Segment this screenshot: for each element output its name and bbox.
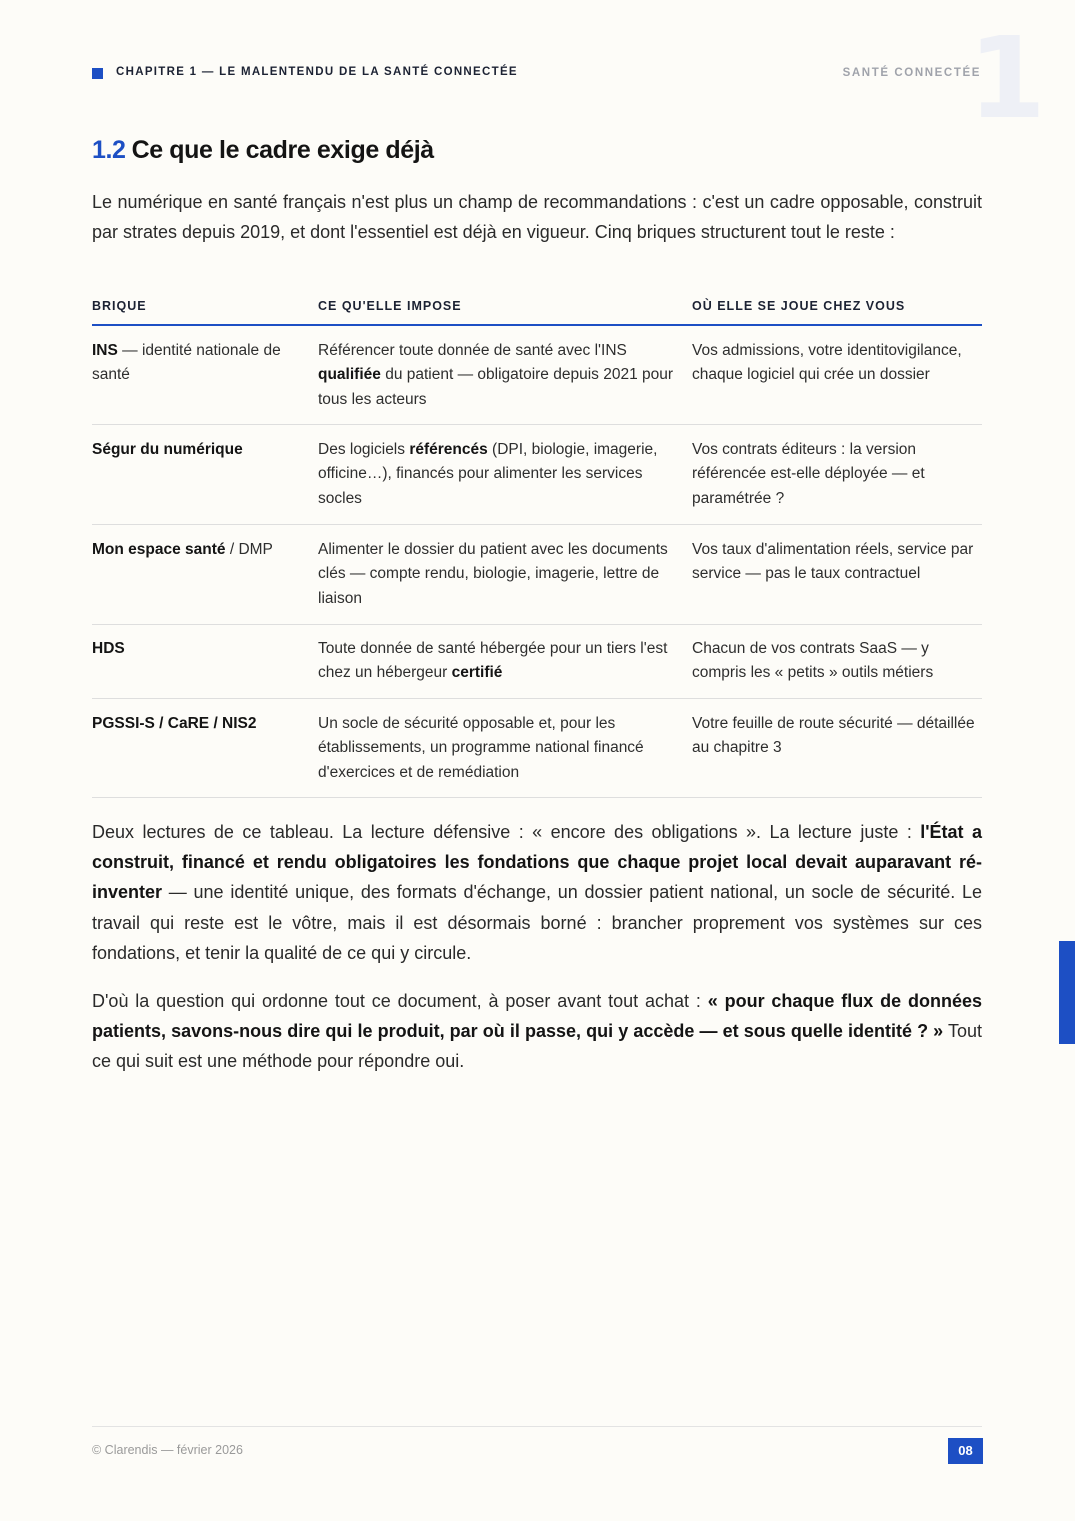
table-row [92,699,982,798]
footer-divider [92,1426,982,1427]
chapter-number: 1 [968,14,1046,144]
cell-where: Vos contrats éditeurs : la version référencée est-elle déployée — et paramétrée ? [692,441,925,507]
intro-paragraph: Le numérique en santé français n'est plus un champ de recommandations : c'est un cadre opposable, construit par strates depuis 2019, et dont l'essentiel est déjà en vigueur. Cinq briques structurent tout le reste : [92,192,982,243]
cell-brick: PGSSI-S / CaRE / NIS2 [92,715,257,732]
section-number: 1.2 [92,136,126,164]
requirements-table [92,296,982,798]
running-header-chapter: CHAPITRE 1 — LE MALENTENDU DE LA SANTÉ CONNECTÉE [116,66,518,78]
cell-brick: HDS [92,640,125,657]
table-row [92,525,982,625]
question-paragraph: D'où la question qui ordonne tout ce document, à poser avant tout achat : « pour chaque flux de données patients, savons-nous dire qui le produit, par où il passe, qui y accède — et sous quelle identité ? » Tout ce qui suit est une méthode pour répondre oui. [92,991,983,1072]
header-accent-square [92,68,103,79]
cell-brick: Ségur du numérique [92,441,243,458]
table-row [92,625,982,699]
cell-impose: Toute donnée de santé hébergée pour un tiers l'est chez un hébergeur certifié [318,640,668,682]
chapter-side-tab [1059,941,1075,1044]
section-title: Ce que le cadre exige déjà [131,136,434,164]
cell-impose: Des logiciels référencés (DPI, biologie, imagerie, officine…), financés pour alimenter les services socles [318,441,658,507]
cell-where: Vos taux d'alimentation réels, service par service — pas le taux contractuel [692,541,974,583]
column-header-impose: CE QU'ELLE IMPOSE [318,299,462,313]
reading-paragraph: Deux lectures de ce tableau. La lecture défensive : « encore des obligations ». La lecture juste : l'État a construit, financé et rendu obligatoires les fondations que chaque projet local devait auparavant ré-inventer — une identité unique, des formats d'échange, un dossier patient national, un socle de sécurité. Le travail qui reste est le vôtre, mais il est désormais borné : brancher proprement vos systèmes sur ces fondations, et tenir la qualité de ce qui y circule. [92,822,982,963]
cell-brick: Mon espace santé / DMP [92,541,273,558]
cell-impose: Référencer toute donnée de santé avec l'INS qualifiée du patient — obligatoire depuis 2021 pour tous les acteurs [318,342,674,408]
table-row [92,425,982,525]
cell-where: Vos admissions, votre identitovigilance, chaque logiciel qui crée un dossier [692,342,962,384]
cell-impose: Un socle de sécurité opposable et, pour les établissements, un programme national financé d'exercices et de remédiation [318,715,644,781]
column-header-where: OÙ ELLE SE JOUE CHEZ VOUS [692,299,906,313]
table-header-row [92,296,982,326]
page-number: 08 [948,1438,983,1464]
cell-brick: INS — identité nationale de santé [92,342,281,384]
column-header-brick: BRIQUE [92,299,147,313]
cell-where: Votre feuille de route sécurité — détaillée au chapitre 3 [692,715,975,757]
running-header-title: SANTÉ CONNECTÉE [842,67,981,79]
footer-copyright: © Clarendis — février 2026 [92,1443,243,1457]
section-heading [92,136,434,165]
cell-where: Chacun de vos contrats SaaS — y compris les « petits » outils métiers [692,640,934,682]
cell-impose: Alimenter le dossier du patient avec les documents clés — compte rendu, biologie, imagerie, lettre de liaison [318,541,668,607]
chapter-number-watermark [968,14,1046,144]
table-row [92,326,982,425]
